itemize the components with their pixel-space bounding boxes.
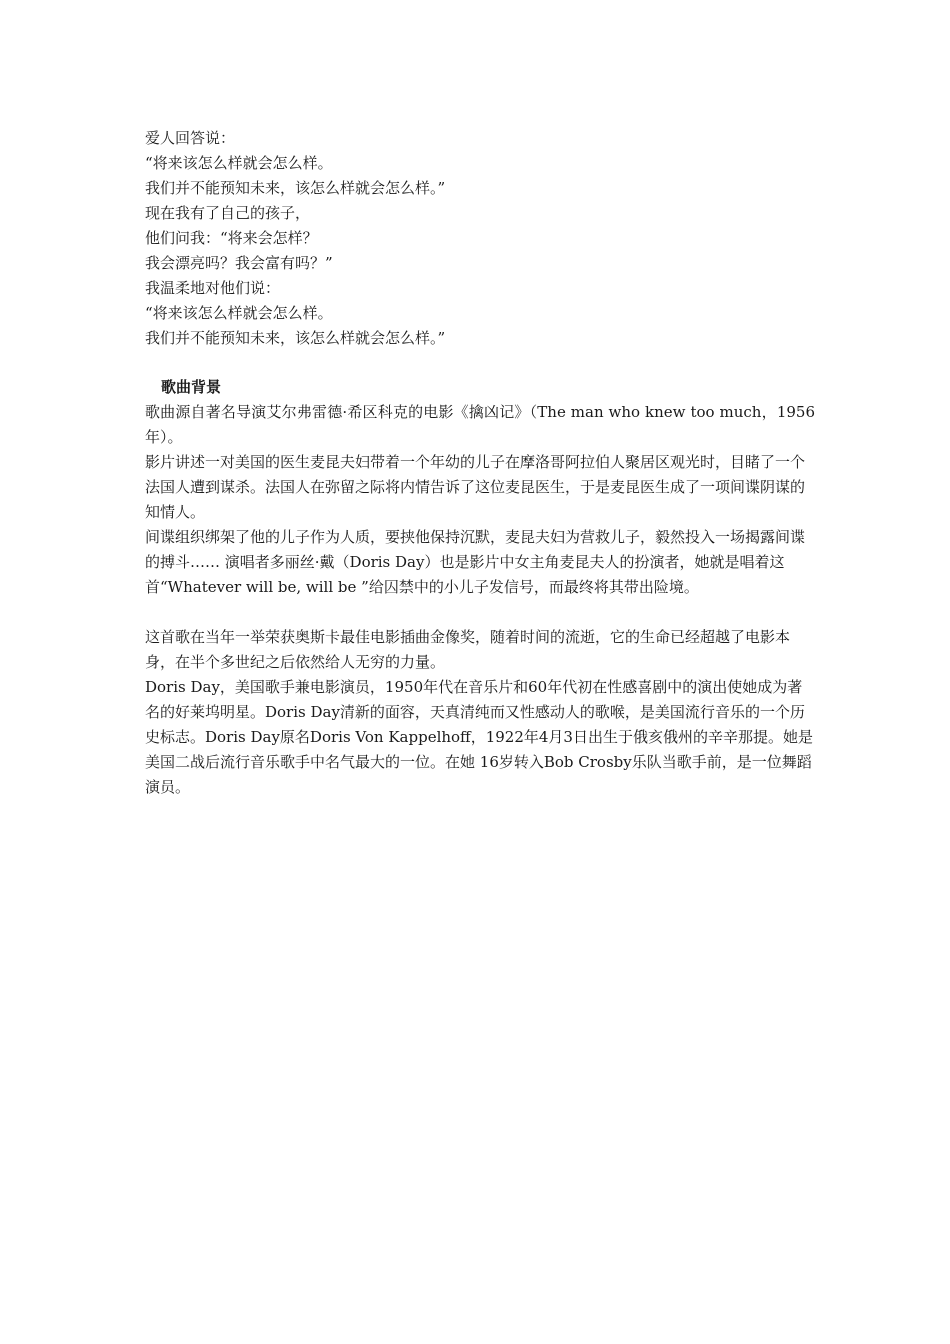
paragraph-doris-day-bio: Doris Day，美国歌手兼电影演员，1950年代在音乐片和60年代初在性感喜剧中的演出使她成为著名的好莱坞明星。Doris Day清新的面容，天真清纯而又性感动人的歌喉，是美国流行音乐的一个历史标志。Doris Day原名Doris Von Kappelhoff，1922年4月3日出生于俄亥俄州的辛辛那提。她是美国二战后流行音乐歌手中名气最大的一位。在她 16岁转入Bob Crosby乐队当歌手前，是一位舞蹈演员。 [145,678,813,796]
paragraph-oscar: 这首歌在当年一举荣获奥斯卡最佳电影插曲金像奖，随着时间的流逝，它的生命已经超越了电影本身，在半个多世纪之后依然给人无穷的力量。 [145,628,791,671]
paragraph-spacer [145,600,815,625]
background-block [145,400,815,800]
lyric-line: 我们并不能预知未来，该怎么样就会怎么样。” [145,329,446,347]
lyric-line: 我们并不能预知未来，该怎么样就会怎么样。” [145,179,446,197]
lyric-line: 爱人回答说： [145,129,236,147]
paragraph-singer: 间谍组织绑架了他的儿子作为人质，要挟他保持沉默，麦昆夫妇为营救儿子，毅然投入一场揭露间谍的搏斗…… 演唱者多丽丝·戴（Doris Day）也是影片中女主角麦昆夫人的扮演者，她就是唱着这首“Whatever will be, will be ”给囚禁中的小儿子发信号，而最终将其带出险境。 [145,528,806,596]
lyric-line: 我会漂亮吗？我会富有吗？” [145,254,333,272]
lyric-line: 他们问我：“将来会怎样？ [145,229,318,247]
lyrics-block [145,126,815,351]
lyric-line: “将来该怎么样就会怎么样。 [145,154,333,172]
document-page [145,126,815,800]
lyric-line: 我温柔地对他们说： [145,279,281,297]
section-heading: 歌曲背景 [161,378,222,396]
paragraph-plot: 影片讲述一对美国的医生麦昆夫妇带着一个年幼的儿子在摩洛哥阿拉伯人聚居区观光时，目睹了一个法国人遭到谋杀。法国人在弥留之际将内情告诉了这位麦昆医生，于是麦昆医生成了一项间谍阴谋的知情人。 [145,453,806,521]
lyric-line: 现在我有了自己的孩子， [145,204,311,222]
paragraph-film-source: 歌曲源自著名导演艾尔弗雷德·希区科克的电影《擒凶记》（The man who knew too much，1956年）。 [145,403,815,446]
lyric-line: “将来该怎么样就会怎么样。 [145,304,333,322]
